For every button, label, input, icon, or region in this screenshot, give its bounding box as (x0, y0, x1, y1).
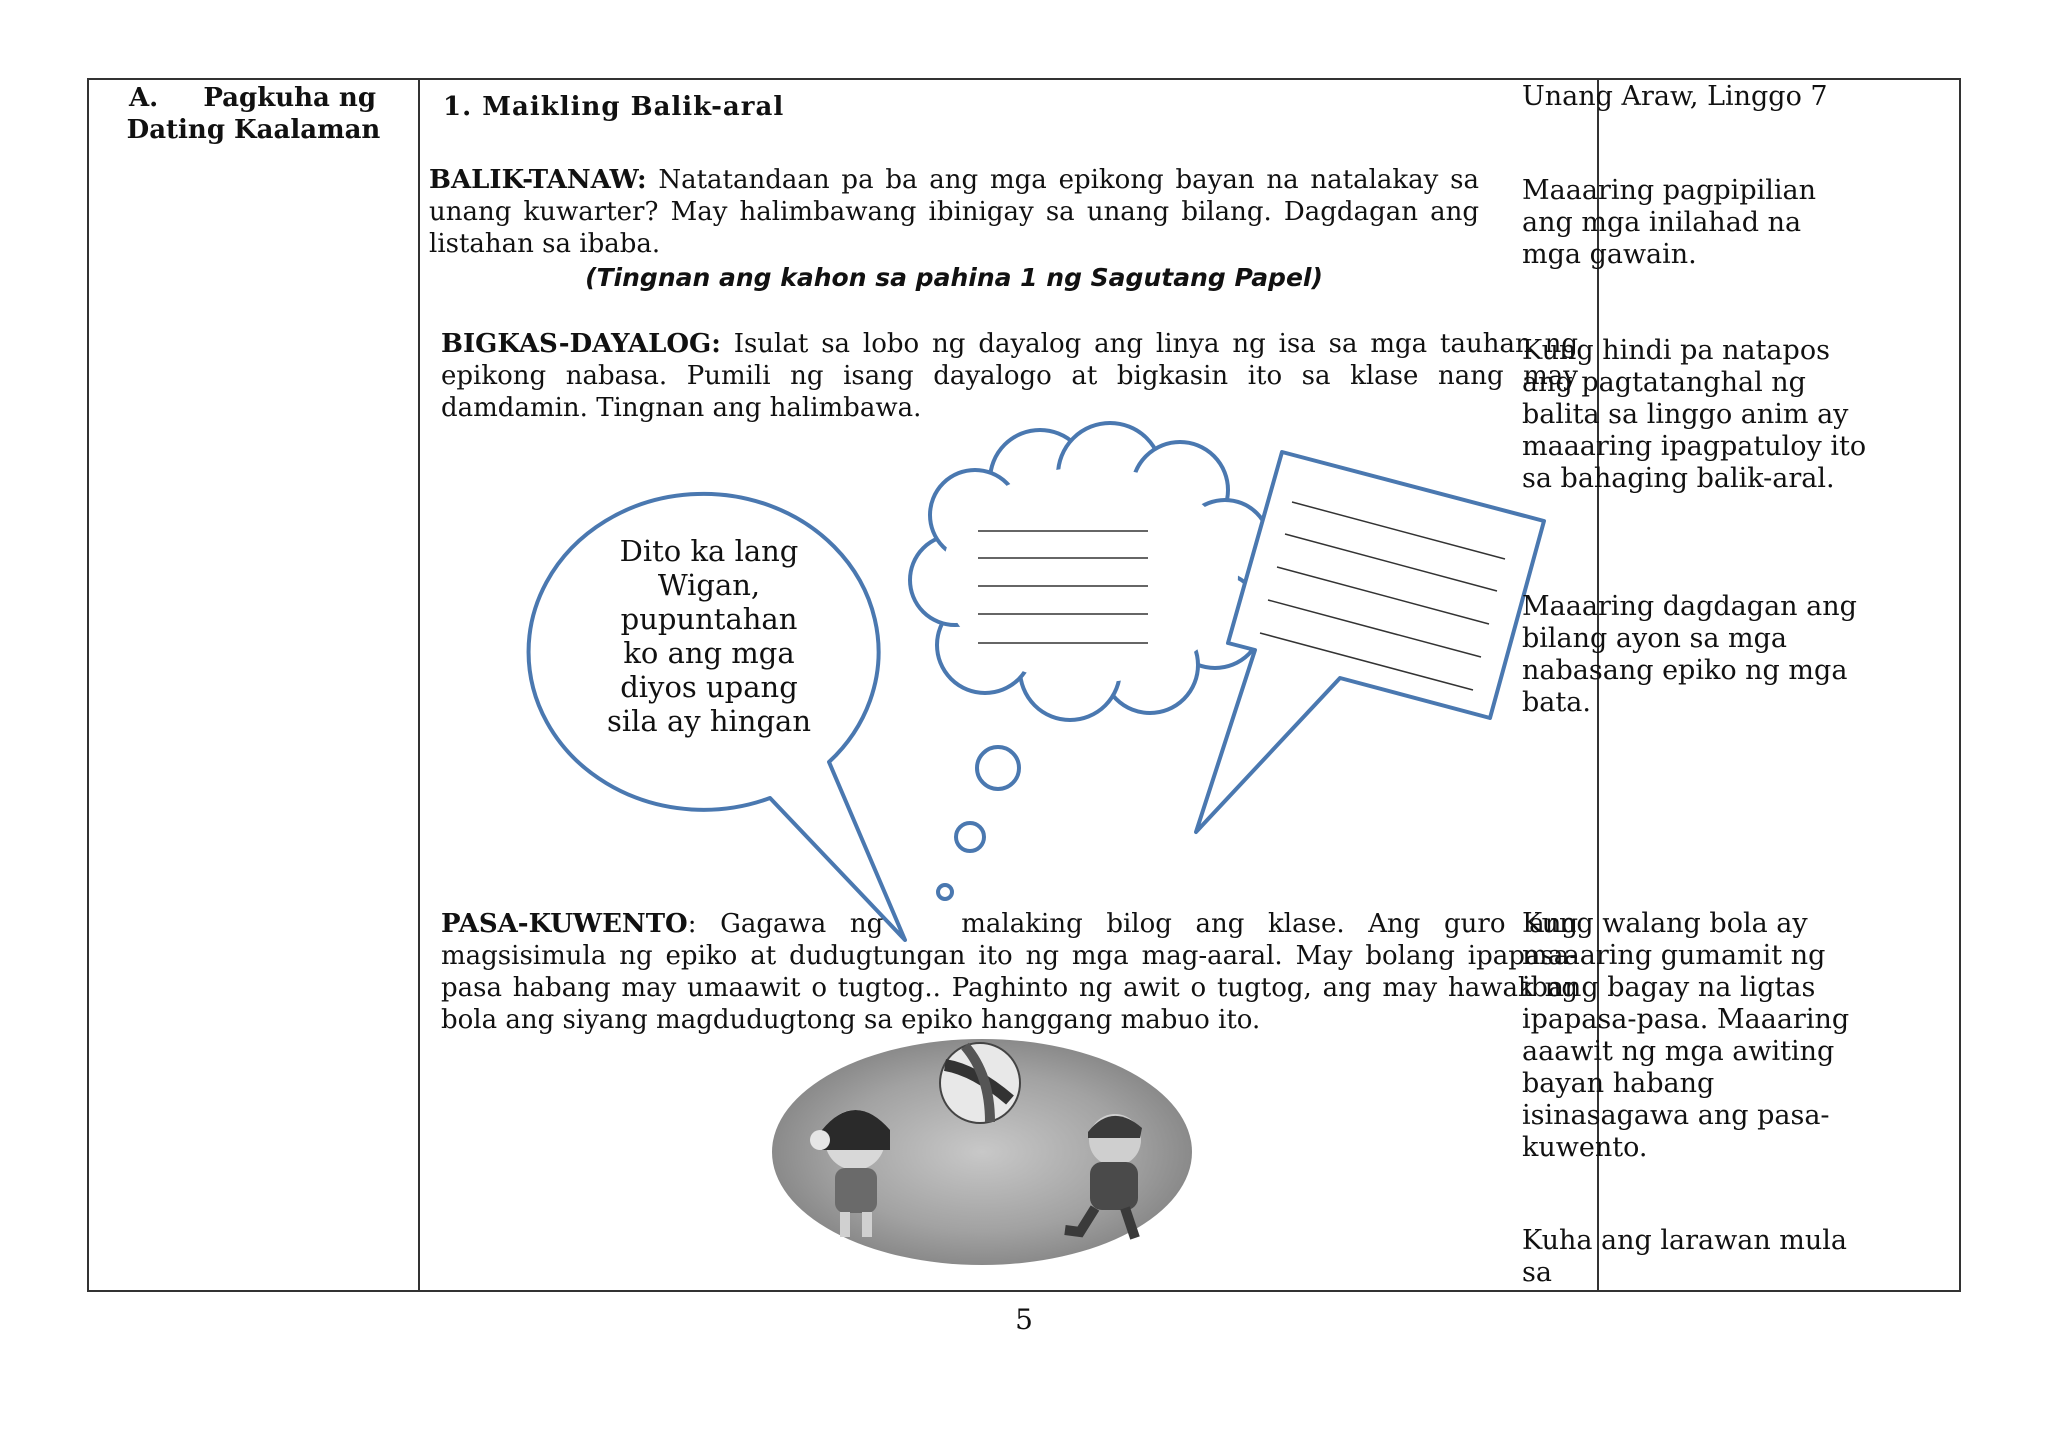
note-block-6 (1522, 1225, 1862, 1289)
balik-tanaw-text: Natatandaan pa ba ang mga epikong bayan na natalakay sa unang kuwarter? May halimbawang ibinigay sa unang bilang. Dagdagan ang listahan sa ibaba. (429, 165, 1479, 259)
right-notes (1522, 81, 1872, 113)
note-day-week: Unang Araw, Linggo 7 (1522, 81, 1828, 112)
note-block-5 (1522, 908, 1862, 1164)
section-heading-line2: Dating Kaalaman (126, 115, 381, 145)
note-continue-presentation: Kung hindi pa natapos ang pagtatanghal ng balita sa linggo anim ay maaaring ipagpatuloy ito sa bahaging balik-aral. (1522, 335, 1867, 494)
note-options: Maaaring pagpipilian ang mga inilahad na mga gawain. (1522, 175, 1816, 270)
balik-tanaw-label: BALIK-TANAW: (429, 165, 647, 195)
note-add-count: Maaaring dagdagan ang bilang ayon sa mga nabasang epiko ng mga bata. (1522, 591, 1857, 718)
pasa-kuwento-text-2: malaking bilog ang klase. Ang guro ang magsisimula ng epiko at dudugtungan ito ng mga mag-aaral. May bolang ipapasa- pasa habang may umaawit o tugtog.. Paghinto ng awit o tugtog, ang may hawak ng bola ang siyang magdudugtong sa epiko hanggang mabuo ito. (441, 909, 1578, 1035)
speech-bubble-text: Dito ka lang Wigan, pupuntahan ko ang mga diyos upang sila ay hingan (607, 534, 811, 738)
pasa-kuwento-text-1: : Gagawa ng (687, 909, 884, 939)
pasa-kuwento-label: PASA-KUWENTO (441, 909, 688, 939)
bigkas-dayalog-label: BIGKAS-DAYALOG: (441, 329, 721, 359)
section-title: 1. Maikling Balik-aral (443, 92, 785, 122)
thought-trail-circles (938, 747, 1019, 899)
page-number: 5 (1015, 1303, 1033, 1336)
thought-cloud-fill (942, 467, 1238, 683)
note-block-4 (1522, 591, 1872, 719)
note-image-source: Kuha ang larawan mula sa (1522, 1225, 1848, 1288)
note-block-3 (1522, 335, 1872, 495)
section-heading-line1: Pagkuha ng (203, 83, 376, 113)
pasa-kuwento-paragraph (441, 908, 1578, 1036)
balik-tanaw-note: (Tingnan ang kahon sa pahina 1 ng Sagutang Papel) (585, 263, 1323, 292)
note-block-2 (1522, 175, 1862, 271)
bigkas-dayalog-text: Isulat sa lobo ng dayalog ang linya ng isa sa mga tauhan ng epikong nabasa. Pumili ng isang dayalogo at bigkasin ito sa klase nang may damdamin. Tingnan ang halimbawa. (441, 329, 1578, 423)
section-letter: A. (129, 83, 159, 113)
note-no-ball: Kung walang bola ay maaaring gumamit ng ibang bagay na ligtas ipapasa-pasa. Maaaring aaawit ng mga awiting bayan habang isinasagawa ang pasa-kuwento. (1522, 908, 1850, 1163)
